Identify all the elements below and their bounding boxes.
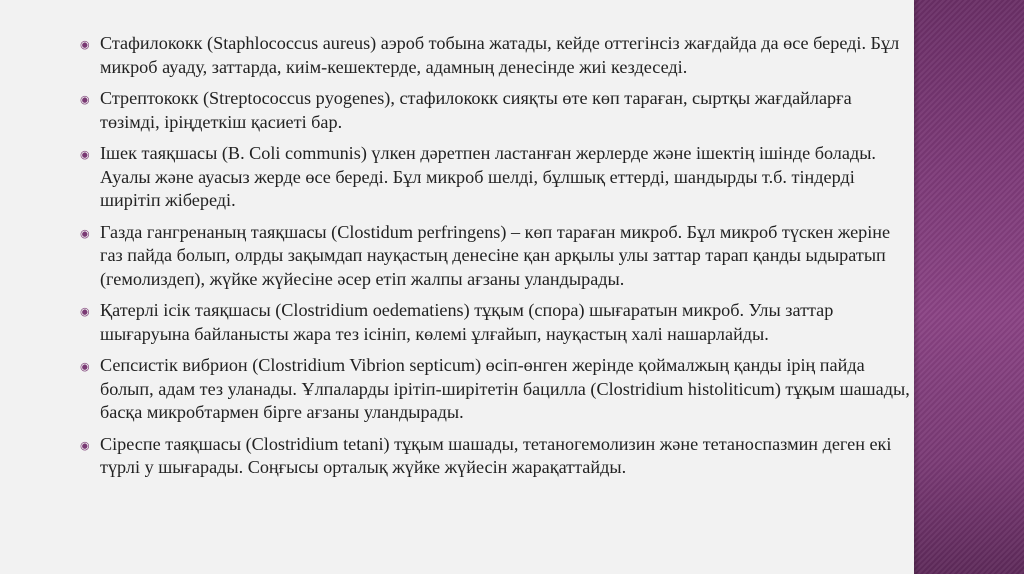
list-item <box>80 142 910 213</box>
decorative-side-band <box>914 0 1024 574</box>
list-item-text: Ішек таяқшасы (B. Coli communis) үлкен дәретпен ластанған жерлерде және ішектің ішінде болады. Ауалы және ауасыз жерде өсе береді. Бұл микроб шелді, бұлшық еттерді, шандырды т.б. тіндерді ширітіп жібереді. <box>100 143 876 210</box>
bullet-icon: ◉ <box>80 38 90 51</box>
list-item <box>80 32 910 79</box>
list-item <box>80 221 910 292</box>
list-item-text: Қатерлі ісік таяқшасы (Clostridium oedematiens) тұқым (спора) шығаратын микроб. Улы заттар шығаруына байланысты жара тез ісініп, көлемі ұлғайып, науқастың халі нашарлайды. <box>100 300 834 344</box>
bullet-list <box>80 32 910 480</box>
bullet-icon: ◉ <box>80 360 90 373</box>
list-item-text: Сіреспе таяқшасы (Clostridium tetani) тұқым шашады, тетаногемолизин және тетаноспазмин деген екі түрлі у шығарады. Соңғысы орталық жүйке жүйесін жарақаттайды. <box>100 433 892 477</box>
bullet-icon: ◉ <box>80 305 90 318</box>
list-item <box>80 87 910 134</box>
list-item <box>80 354 910 425</box>
list-item-text: Стафилококк (Staphlococcus aureus) аэроб тобына жатады, кейде оттегінсіз жағдайда да өсе береді. Бұл микроб ауаду, заттарда, киім-кешектерде, адамның денесінде жиі кездеседі. <box>100 33 900 77</box>
bullet-icon: ◉ <box>80 93 90 106</box>
list-item <box>80 433 910 480</box>
bullet-icon: ◉ <box>80 226 90 240</box>
list-item <box>80 299 910 346</box>
slide-content <box>80 32 910 488</box>
list-item-text: Стрептококк (Streptococcus pyogenes), стафилококк сияқты өте көп тараған, сыртқы жағдайларға төзімді, іріңдеткіш қасиеті бар. <box>100 88 852 132</box>
list-item-text: Газда гангренаның таяқшасы (Clostidum perfringens) – көп тараған микроб. Бұл микроб түскен жеріне газ пайда болып, олрды зақымдап науқастың денесіне қан арқылы улы заттар тарап қанды ыдыратып (гемолиздеп), жүйке жүйесіне әсер етіп жалпы ағзаны уландырады. <box>100 221 891 289</box>
bullet-icon: ◉ <box>80 148 90 161</box>
list-item-text: Сепсистік вибрион (Clostridium Vibrion septicum) өсіп-өнген жерінде қоймалжың қанды ірің пайда болып, адам тез уланады. Ұлпаларды ірітіп-ширітетін бацилла (Clostridium histoliticum) тұқым шашады, басқа микробтармен бірге ағзаны уландырады. <box>100 355 910 422</box>
bullet-icon: ◉ <box>80 438 90 452</box>
